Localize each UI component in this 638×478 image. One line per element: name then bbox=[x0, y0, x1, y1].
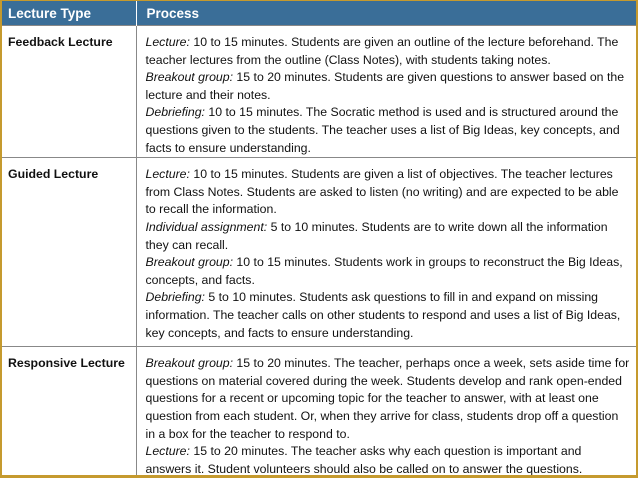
process-segment bbox=[146, 219, 631, 254]
table-header-row bbox=[2, 1, 636, 26]
segment-text: 15 to 20 minutes. Students are given questions to answer based on the lecture and their notes. bbox=[145, 70, 625, 102]
table-row bbox=[2, 158, 636, 347]
header-lecture-type: Lecture Type bbox=[2, 1, 136, 26]
table-row bbox=[2, 26, 636, 158]
segment-text: 10 to 15 minutes. Students are given a list of objectives. The teacher lectures from Class Notes. Students are asked to listen (no writing) and are expected to be able to recall the information. bbox=[145, 167, 619, 217]
lecture-type-cell: Responsive Lecture bbox=[2, 347, 136, 475]
segment-text: 15 to 20 minutes. The teacher asks why each question is important and answers it. Student volunteers should also be called on to answer the questions. bbox=[145, 444, 583, 475]
lecture-types-table bbox=[2, 1, 636, 475]
process-segment bbox=[146, 355, 631, 443]
segment-text: 5 to 10 minutes. Students are to write down all the information they can recall. bbox=[145, 219, 608, 252]
process-segment bbox=[146, 34, 631, 69]
process-segment bbox=[146, 254, 631, 289]
segment-text: 5 to 10 minutes. Students ask questions to fill in and expand on missing information. The teacher calls on other students to respond and uses a list of Big Ideas, key concepts, and facts to ensure understanding. bbox=[145, 290, 621, 340]
segment-text: 10 to 15 minutes. Students are given an outline of the lecture beforehand. The teacher lectures from the outline (Class Notes), with students taking notes. bbox=[145, 35, 619, 67]
process-segment bbox=[146, 69, 631, 104]
process-segment bbox=[146, 104, 631, 157]
process-cell bbox=[136, 347, 636, 475]
process-segment bbox=[146, 443, 631, 475]
process-segment bbox=[146, 289, 631, 342]
segment-text: 10 to 15 minutes. Students work in groups to reconstruct the Big Ideas, concepts, and facts. bbox=[145, 255, 623, 287]
lecture-type-cell: Guided Lecture bbox=[2, 158, 136, 347]
segment-text: 10 to 15 minutes. The Socratic method is used and is structured around the questions given to the students. The teacher uses a list of Big Ideas, key concepts, and facts to ensure understanding. bbox=[145, 105, 620, 155]
segment-label: Lecture: bbox=[145, 444, 190, 459]
table-row bbox=[2, 347, 636, 475]
segment-label: Lecture: bbox=[145, 35, 190, 49]
segment-label: Breakout group: bbox=[145, 356, 234, 371]
process-segment bbox=[146, 166, 631, 219]
segment-label: Debriefing: bbox=[145, 290, 205, 305]
segment-label: Individual assignment: bbox=[145, 219, 268, 234]
process-cell bbox=[136, 158, 636, 347]
lecture-type-cell: Feedback Lecture bbox=[2, 26, 136, 158]
segment-label: Lecture: bbox=[145, 167, 190, 182]
segment-label: Debriefing: bbox=[145, 105, 205, 120]
segment-label: Breakout group: bbox=[145, 70, 234, 85]
table-sheet bbox=[2, 1, 636, 475]
process-cell bbox=[136, 26, 636, 158]
segment-label: Breakout group: bbox=[145, 255, 234, 270]
segment-text: 15 to 20 minutes. The teacher, perhaps once a week, sets aside time for questions on material covered during the week. Students develop and rank open-ended questions for a recent or upcoming topic for the teacher to answer, with at least one question from each student. Or, when they arrive for class, students drop off a question in a box for the teacher to respond to. bbox=[145, 356, 630, 441]
header-process: Process bbox=[136, 1, 636, 26]
